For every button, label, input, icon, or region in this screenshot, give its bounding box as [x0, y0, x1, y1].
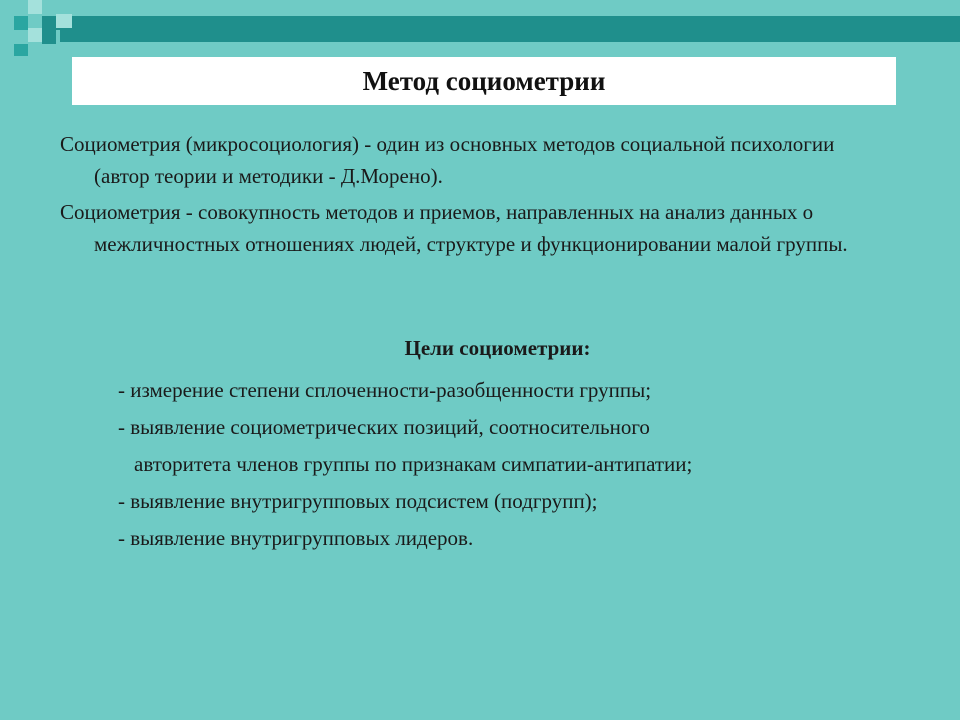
definition-paragraph: Социометрия - совокупность методов и приемов, направленных на анализ данных о межличностных отношениях людей, структуре и функционировании малой группы. — [60, 200, 848, 256]
goal-item: - выявление социометрических позиций, соотносительного — [118, 415, 650, 439]
definitions — [60, 128, 880, 264]
goals-heading: Цели социометрии: — [404, 336, 591, 360]
header-band — [60, 16, 960, 42]
decor-square — [14, 44, 28, 56]
goal-item: - измерение степени сплоченности-разобщенности группы; — [118, 378, 652, 402]
decor-square — [14, 16, 28, 30]
definition-paragraph: Социометрия (микросоциология) - один из основных методов социальной психологии (автор теории и методики - Д.Морено). — [60, 132, 835, 188]
goal-item: - выявление внутригрупповых подсистем (подгрупп); — [118, 489, 598, 513]
decor-square — [28, 0, 42, 14]
decor-square — [56, 14, 72, 28]
goals-list — [118, 372, 898, 557]
title-box — [72, 57, 896, 105]
decor-square — [28, 28, 42, 42]
goal-item-continuation: авторитета членов группы по признакам симпатии-антипатии; — [134, 452, 693, 476]
goal-item: - выявление внутригрупповых лидеров. — [118, 526, 474, 550]
decor-square — [42, 30, 56, 44]
slide-title: Метод социометрии — [362, 65, 606, 96]
